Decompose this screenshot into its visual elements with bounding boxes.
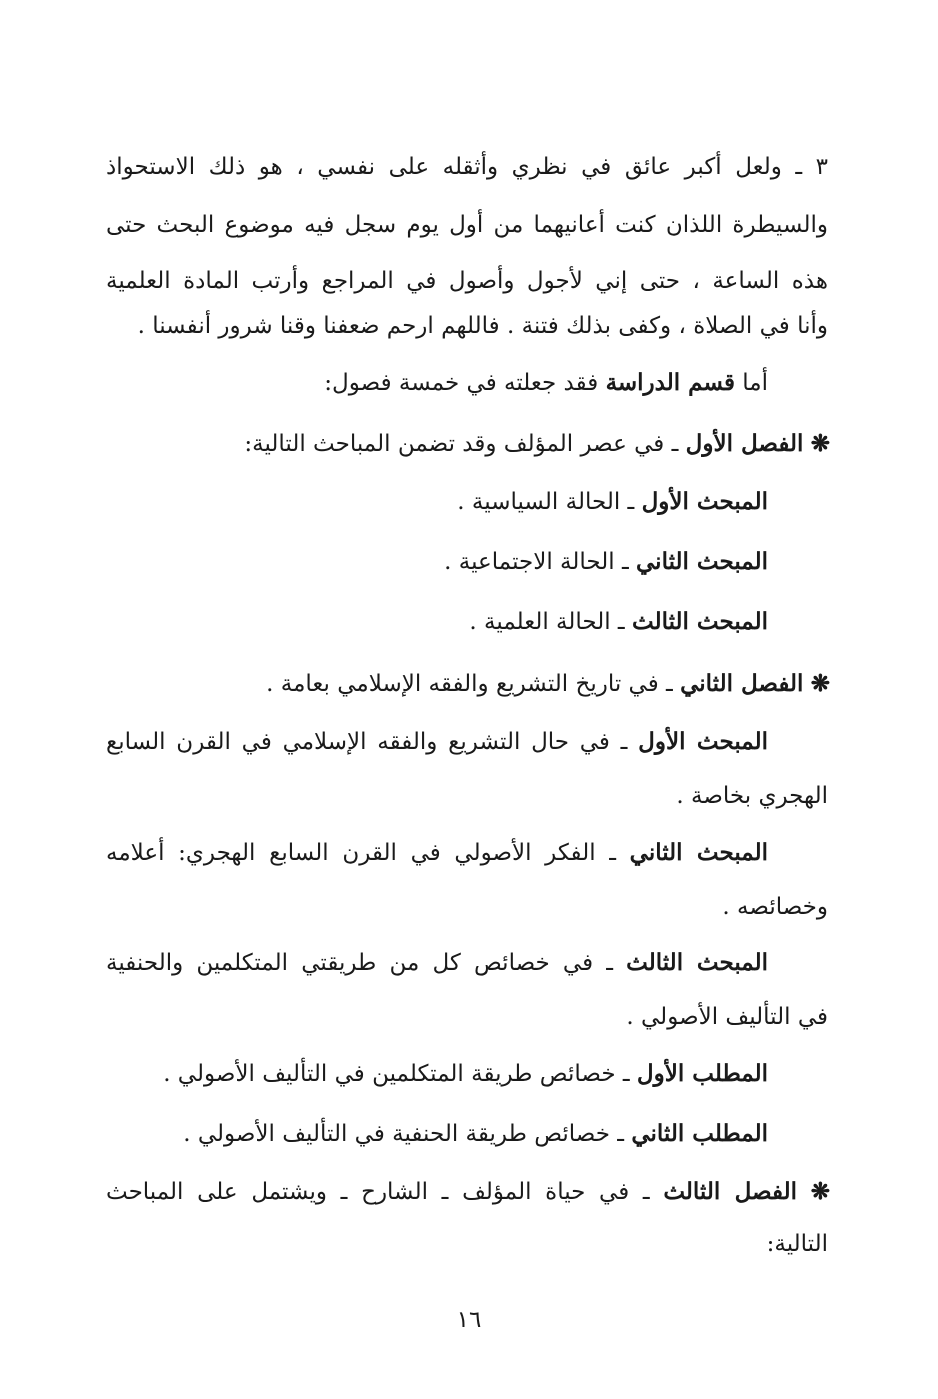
asterism-icon: ❋ [810,1178,830,1205]
chapter1-item-3 [108,605,768,639]
page-number: ١٦ [456,1307,482,1333]
chapter3-cont: التالية: [766,1231,828,1257]
chapter2-title: الفصل الثاني [680,670,804,697]
intro-line-2: والسيطرة اللذان كنت أعانيهما من أول يوم سجل فيه موضوع البحث حتى [106,212,828,238]
section-desc: ـ الفكر الأصولي في القرن السابع الهجري: أعلامه [106,840,630,866]
intro-line-4: وأنا في الصلاة ، وكفى بذلك فتنة . فاللهم ارحم ضعفنا وقنا شرور أنفسنا . [137,313,828,339]
item-desc: ـ الحالة الاجتماعية . [444,549,636,575]
item-title: المبحث الثالث [631,608,768,635]
chapter1-heading [106,427,830,461]
chapter3-heading [106,1175,830,1209]
item-title: المبحث الأول [641,488,768,515]
chapter2-section1-cont: الهجري بخاصة . [676,783,828,809]
study-bold: قسم الدراسة [605,369,735,396]
item-desc: ـ الحالة السياسية . [457,489,642,515]
item-desc: ـ الحالة العلمية . [469,609,632,635]
section-title: المبحث الأول [638,728,768,755]
matlab-desc: ـ خصائص طريقة الحنفية في التأليف الأصولي . [183,1121,632,1147]
chapter2-desc: ـ في تاريخ التشريع والفقه الإسلامي بعامة . [266,671,681,697]
chapter2-section3 [106,946,768,980]
chapter1-item-1 [108,485,768,519]
chapter2-matlab1 [108,1057,768,1091]
chapter2-section3-cont: في التأليف الأصولي . [626,1004,828,1030]
section-desc: ـ في حال التشريع والفقه الإسلامي في القرن السابع [106,729,639,755]
chapter1-title: الفصل الأول [685,430,804,457]
chapter2-matlab2 [108,1117,768,1151]
asterism-icon: ❋ [810,670,830,697]
section-desc: ـ في خصائص كل من طريقتي المتكلمين والحنفية [106,950,627,976]
chapter3-title: الفصل الثالث [663,1178,798,1205]
chapter2-section2 [106,836,768,870]
intro-line-3: هذه الساعة ، حتى إني لأجول وأصول في المراجع وأرتب المادة العلمية [106,268,828,294]
intro-line-1: ٣ ـ ولعل أكبر عائق في نظري وأثقله على نفسي ، هو ذلك الاستحواذ [106,154,828,180]
chapter1-item-2 [108,545,768,579]
matlab-title: المطلب الثاني [631,1120,768,1147]
study-intro [108,366,768,400]
matlab-desc: ـ خصائص طريقة المتكلمين في التأليف الأصولي . [163,1061,637,1087]
study-prefix: أما [734,370,768,396]
chapter2-section1 [106,725,768,759]
study-rest: فقد جعلته في خمسة فصول: [324,370,606,396]
item-title: المبحث الثاني [636,548,768,575]
chapter2-heading [106,667,830,701]
section-title: المبحث الثالث [626,949,768,976]
asterism-icon: ❋ [810,430,830,457]
chapter3-desc: ـ في حياة المؤلف ـ الشارح ـ ويشتمل على المباحث [106,1179,664,1205]
section-title: المبحث الثاني [629,839,768,866]
chapter2-section2-cont: وخصائصه . [722,894,828,920]
chapter1-desc: ـ في عصر المؤلف وقد تضمن المباحث التالية: [244,431,686,457]
matlab-title: المطلب الأول [636,1060,768,1087]
